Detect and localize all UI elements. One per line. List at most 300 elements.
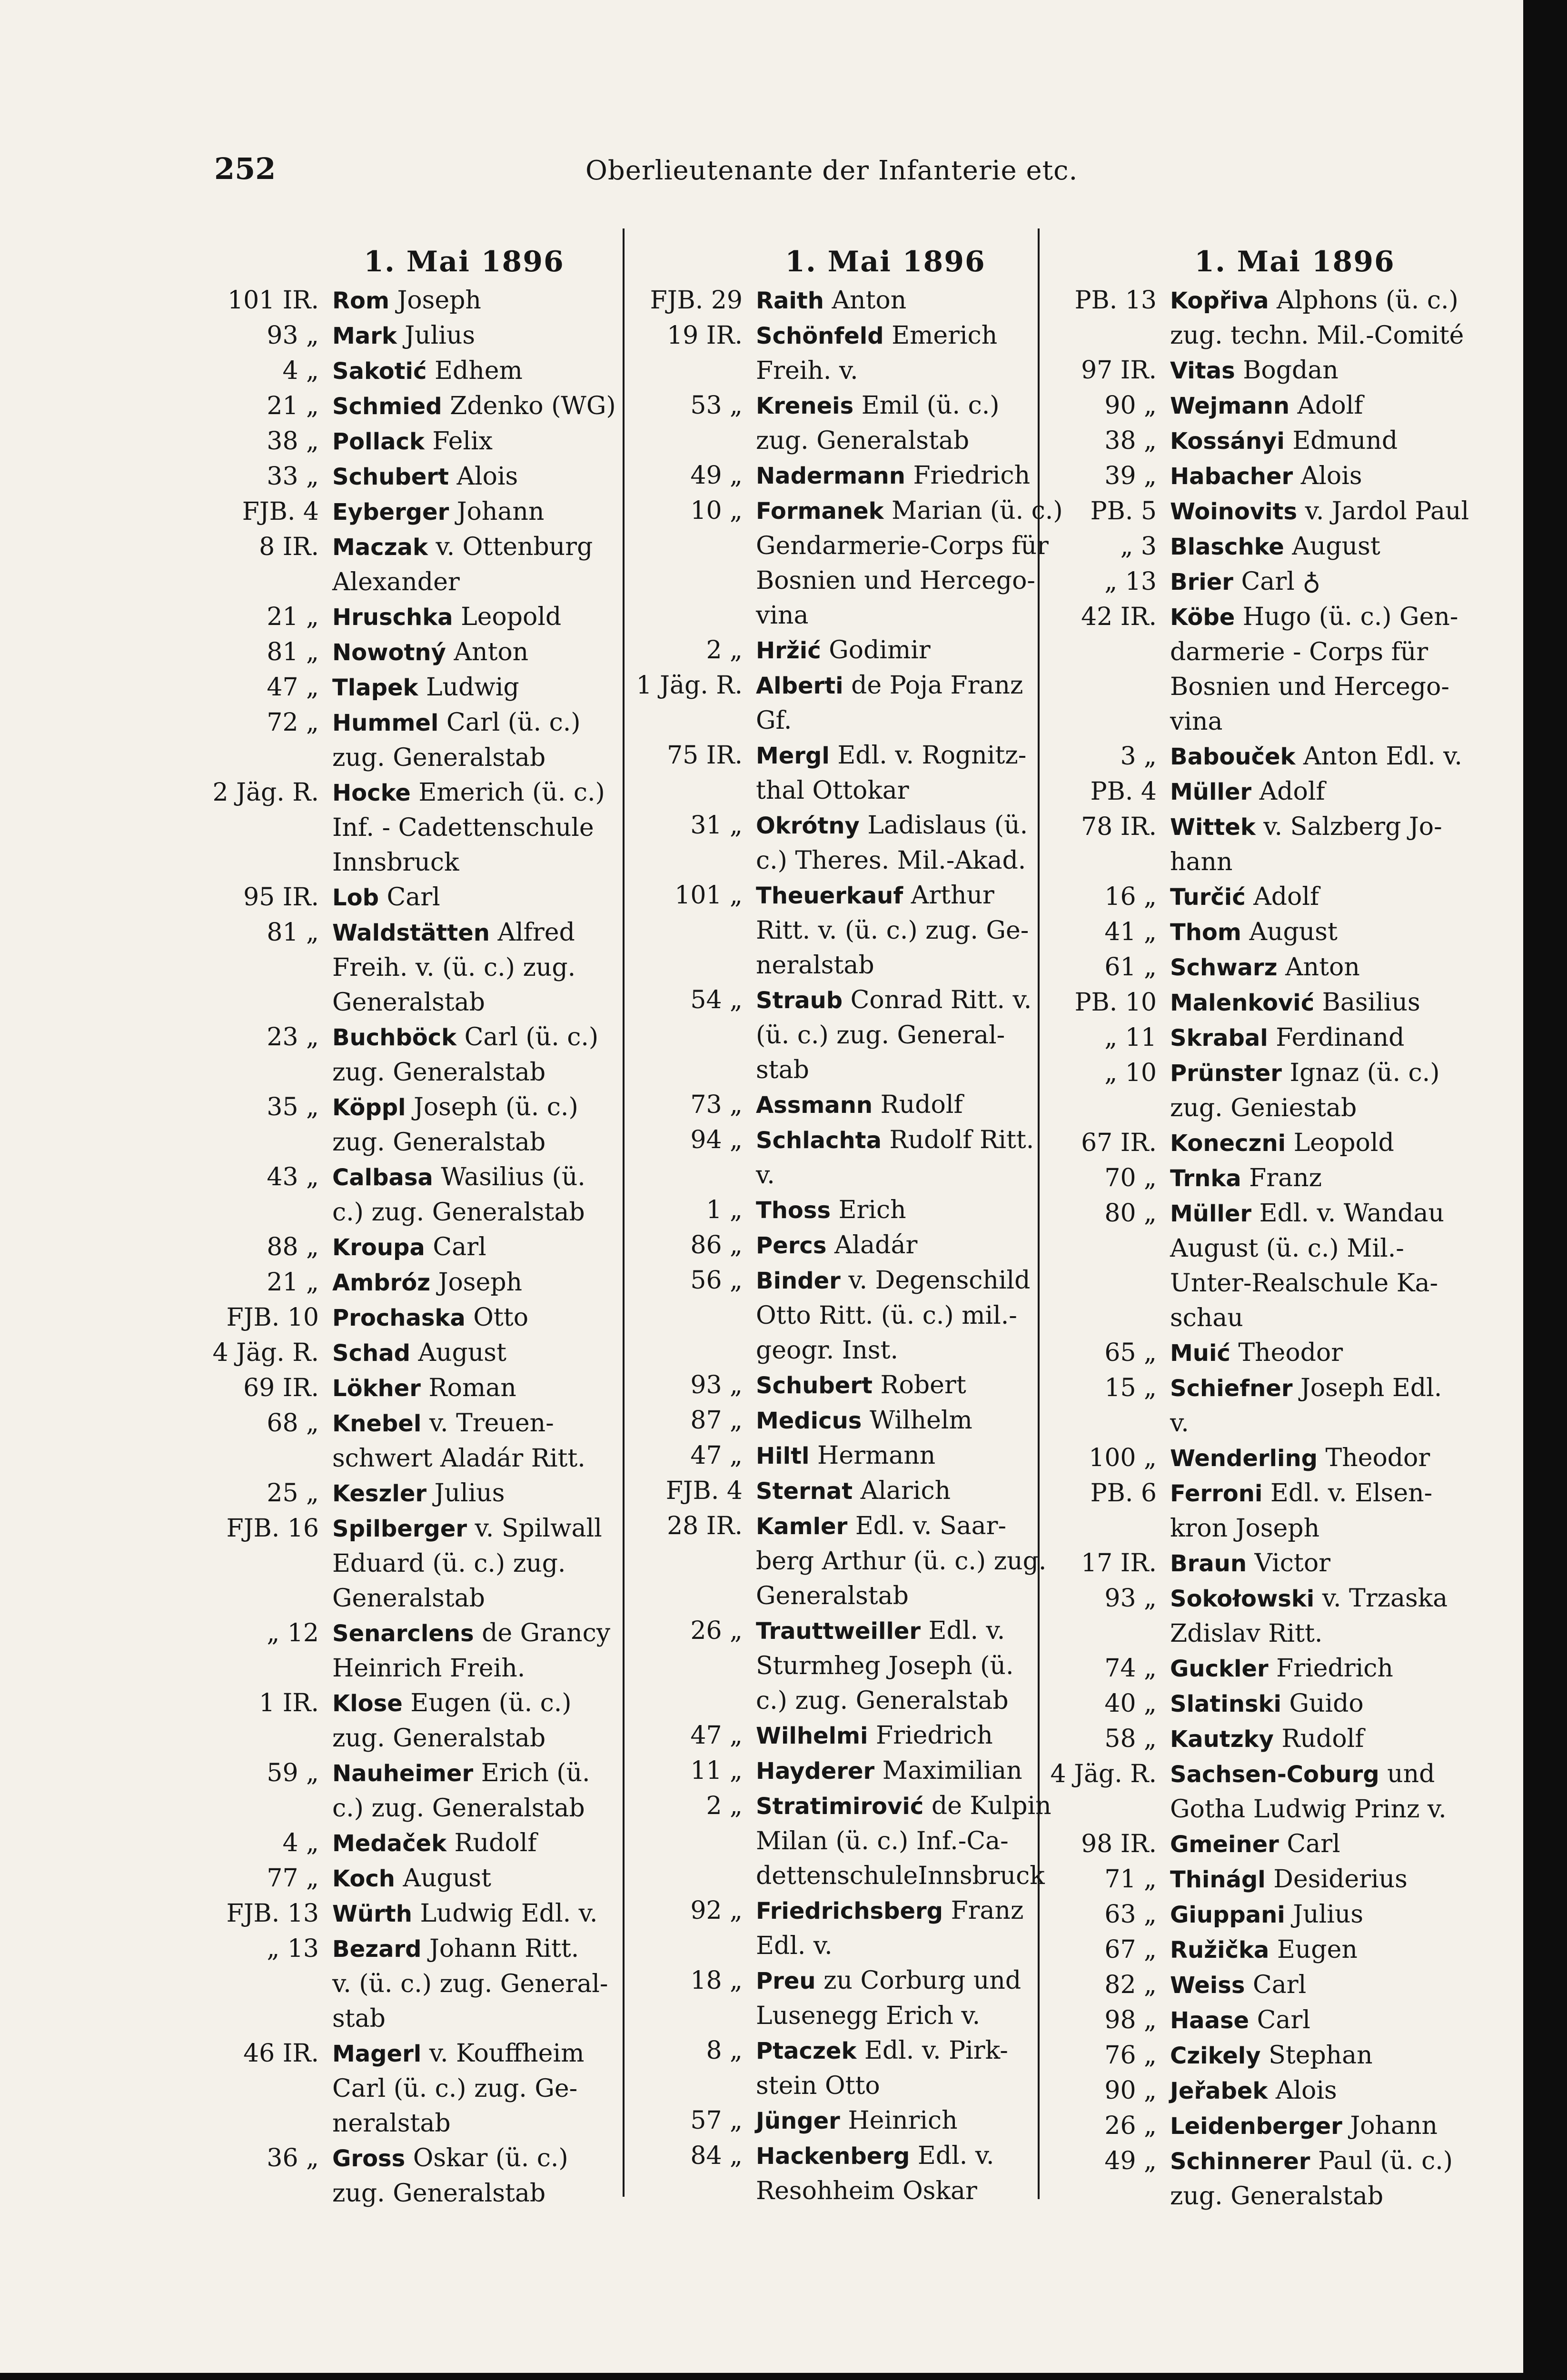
entry-line (1170, 950, 1442, 985)
officer-entry (332, 1090, 619, 1160)
entry-text: Roman (428, 1374, 516, 1402)
entry-text: Unter-Realschule Ka- (1170, 1269, 1438, 1298)
officer-surname: Waldstätten (332, 920, 490, 946)
list-item (1042, 880, 1442, 915)
entry-line (756, 1263, 1038, 1299)
unit-designation: PB. 4 (1090, 777, 1157, 806)
entry-line (1170, 880, 1442, 915)
entry-line (756, 1474, 1038, 1509)
entry-line (332, 880, 619, 915)
entry-text: Otto (473, 1303, 528, 1332)
officer-surname: Müller (1170, 1200, 1252, 1227)
officer-surname: Kautzky (1170, 1726, 1274, 1753)
list-item (628, 878, 1038, 983)
officer-entry (756, 2139, 1038, 2209)
entry-line (332, 1020, 619, 1055)
officer-entry (756, 1088, 1038, 1123)
entry-line (756, 1193, 1038, 1228)
officer-surname: Nadermann (756, 463, 905, 489)
entry-text: Carl (1287, 1830, 1340, 1858)
officer-entry (1170, 2003, 1442, 2038)
officer-entry (756, 388, 1038, 458)
officer-surname: Straub (756, 987, 843, 1014)
officer-surname: Thoss (756, 1197, 831, 1224)
entry-line (756, 1684, 1038, 1718)
officer-entry (1170, 1371, 1442, 1441)
entry-line (756, 354, 1038, 388)
entry-line (756, 843, 1038, 878)
entry-line (756, 1228, 1038, 1263)
entry-text: v. Salzberg Jo- (1263, 813, 1442, 841)
entry-line (1170, 1266, 1444, 1301)
entry-text: Victor (1254, 1549, 1330, 1577)
entry-line (332, 1896, 619, 1932)
list-item (1042, 388, 1442, 424)
entry-text: Ritt. v. (ü. c.) zug. Ge- (756, 916, 1029, 945)
officer-entry (332, 318, 619, 354)
column-2 (628, 240, 1063, 2209)
entry-line (332, 1686, 619, 1721)
officer-surname: Kopřiva (1170, 288, 1269, 314)
officer-entry (1170, 985, 1442, 1021)
officer-entry (1170, 2109, 1442, 2144)
officer-surname: Koneczni (1170, 1130, 1286, 1157)
list-item (205, 1300, 619, 1336)
officer-entry (1170, 1862, 1442, 1897)
entry-text: Anton (832, 286, 907, 315)
entry-text: Eduard (ü. c.) zug. (332, 1549, 566, 1578)
list-item (1042, 774, 1442, 810)
unit-designation: 17 IR. (1081, 1549, 1157, 1577)
list-item (1042, 1968, 1442, 2003)
entry-line (332, 2106, 619, 2141)
list-item (1042, 1722, 1442, 1757)
entry-line (756, 1964, 1038, 1999)
entry-text: zug. Generalstab (756, 426, 970, 455)
entry-line (1170, 1933, 1442, 1968)
unit-designation: 100 „ (1089, 1444, 1157, 1472)
unit-designation: 16 „ (1104, 883, 1157, 911)
officer-entry (332, 530, 619, 600)
unit-designation: FJB. 29 (650, 286, 743, 315)
entry-line (756, 458, 1038, 494)
entry-line (756, 1789, 1051, 1824)
entry-text: Carl (1257, 2006, 1310, 2034)
officer-surname: Wejmann (1170, 393, 1289, 419)
list-item (628, 1964, 1038, 2033)
list-item (205, 635, 619, 670)
officer-surname: Medicus (756, 1408, 862, 1434)
officer-surname: Weiss (1170, 1972, 1245, 1999)
unit-designation: 93 „ (690, 1371, 743, 1399)
entry-text: Freih. v. (756, 357, 858, 385)
officer-surname: Nauheimer (332, 1760, 474, 1787)
entry-text: Robert (880, 1371, 966, 1399)
list-item (205, 705, 619, 775)
officer-surname: Formanek (756, 498, 884, 525)
entry-line (1170, 1581, 1448, 1616)
list-item (1042, 739, 1462, 774)
list-item (205, 495, 619, 530)
entry-text: zug. Generalstab (332, 1724, 546, 1753)
entry-line (332, 1932, 619, 1967)
officer-entry (1170, 1897, 1442, 1933)
entry-line (332, 1616, 619, 1651)
unit-designation: 41 „ (1104, 918, 1157, 946)
officer-surname: Knebel (332, 1410, 422, 1437)
unit-designation: 47 „ (690, 1721, 743, 1750)
entry-line (332, 1476, 619, 1511)
officer-entry (1170, 774, 1442, 810)
unit-designation: 40 „ (1104, 1689, 1157, 1718)
entry-line (1170, 1827, 1442, 1862)
officer-surname: Muić (1170, 1340, 1230, 1367)
entry-text: Leopold (1293, 1129, 1394, 1157)
officer-entry (332, 495, 619, 530)
entry-text: (ü. c.) zug. General- (756, 1021, 1005, 1050)
entry-text: Basilius (1322, 988, 1420, 1017)
entry-text: Ferdinand (1276, 1023, 1405, 1052)
officer-surname: Habacher (1170, 463, 1293, 490)
officer-entry (756, 1894, 1038, 1964)
officer-surname: Buchböck (332, 1024, 457, 1051)
entry-text: Ladislaus (ü. (867, 811, 1028, 840)
officer-entry (332, 354, 619, 389)
unit-designation: 81 „ (267, 918, 319, 947)
entry-text: August (1292, 532, 1380, 561)
entry-line (332, 1721, 619, 1756)
officer-entry (332, 1300, 619, 1336)
entry-line (332, 424, 619, 459)
entry-line (332, 1861, 619, 1896)
column-heading: 1. Mai 1896 (364, 245, 565, 278)
list-item (205, 915, 619, 1020)
entry-line (1170, 739, 1462, 774)
officer-surname: Schönfeld (756, 323, 884, 349)
entry-line (756, 2103, 1038, 2139)
entry-line (1170, 600, 1458, 635)
entry-text: c.) zug. Generalstab (756, 1686, 1009, 1715)
entry-line (332, 1967, 619, 2002)
entry-line (1170, 635, 1458, 670)
officer-surname: Babouček (1170, 744, 1296, 770)
entry-line (756, 1649, 1038, 1684)
officer-entry (332, 1336, 619, 1371)
list-item (205, 775, 619, 880)
entry-line (756, 2139, 1038, 2174)
entry-line (756, 388, 1038, 424)
entry-text: und (1387, 1760, 1435, 1788)
entry-text: Joseph (438, 1268, 523, 1297)
column-heading: 1. Mai 1896 (1194, 245, 1395, 278)
unit-designation: 94 „ (690, 1126, 743, 1154)
officer-surname: Schubert (332, 464, 449, 490)
officer-surname: Ferroni (1170, 1480, 1263, 1507)
entry-line (1170, 1686, 1442, 1722)
entry-line (1170, 1476, 1442, 1511)
list-item (628, 983, 1038, 1088)
entry-text: Innsbruck (332, 848, 459, 877)
entry-text: schwert Aladár Ritt. (332, 1444, 585, 1473)
entry-line (1170, 1021, 1442, 1056)
unit-designation: 68 „ (267, 1409, 319, 1438)
entry-line (332, 915, 619, 951)
officer-surname: Thom (1170, 919, 1241, 946)
entry-line (1170, 1091, 1442, 1126)
entry-text: Joseph Edl. (1300, 1374, 1442, 1402)
officer-surname: Vitas (1170, 357, 1235, 384)
officer-surname: Preu (756, 1968, 816, 1994)
entry-line (756, 1368, 1038, 1403)
unit-designation: PB. 6 (1090, 1479, 1157, 1507)
list-item (205, 530, 619, 600)
entry-text: darmerie - Corps für (1170, 638, 1428, 666)
entry-text: Rudolf (1281, 1725, 1364, 1753)
officer-entry (756, 633, 1038, 668)
entry-line (332, 1300, 619, 1336)
entry-text: zug. Generalstab (332, 1128, 546, 1157)
entry-line (756, 1544, 1046, 1579)
entry-line (332, 1791, 619, 1826)
officer-entry (1170, 1196, 1444, 1336)
entry-line (332, 705, 619, 741)
entry-line (1170, 1862, 1442, 1897)
list-item (1042, 1161, 1442, 1196)
list-item (628, 1474, 1038, 1509)
officer-entry (332, 459, 619, 495)
entry-line (332, 1547, 619, 1581)
entry-line (756, 1333, 1038, 1368)
list-item (1042, 950, 1442, 985)
list-item (628, 1403, 1038, 1438)
entry-text: Carl (1252, 1971, 1307, 1999)
entry-text: hann (1170, 848, 1233, 876)
entry-line (756, 1754, 1038, 1789)
entry-line (1170, 529, 1442, 565)
entry-line (332, 1826, 619, 1861)
officer-entry (1170, 2038, 1442, 2073)
entry-line (1170, 283, 1464, 318)
unit-designation: 98 „ (1104, 2006, 1157, 2034)
unit-designation: 2 „ (706, 1792, 743, 1820)
list-item (628, 388, 1038, 458)
officer-entry (332, 424, 619, 459)
officer-entry (1170, 810, 1442, 880)
entry-text: v. (1170, 1409, 1189, 1438)
entry-line (332, 2141, 619, 2176)
entry-text: schau (1170, 1304, 1243, 1332)
list-item (1042, 1056, 1442, 1126)
entry-text: Eugen (ü. c.) (410, 1689, 572, 1717)
entry-text: Theodor (1238, 1339, 1343, 1367)
officer-entry (1170, 2073, 1442, 2109)
entry-text: neralstab (332, 2109, 451, 2138)
entry-text: Wasilius (ü. (441, 1163, 585, 1191)
unit-designation: 46 IR. (243, 2039, 319, 2068)
entry-text: Emerich (892, 321, 998, 350)
unit-designation: 58 „ (1104, 1725, 1157, 1753)
entry-text: Generalstab (332, 988, 485, 1017)
unit-designation: 101 IR. (227, 286, 319, 315)
unit-designation: 4 Jäg. R. (1050, 1760, 1157, 1788)
officer-entry (756, 458, 1038, 494)
entry-line (1170, 2179, 1453, 2214)
officer-entry (332, 2036, 619, 2141)
officer-entry (756, 1718, 1038, 1754)
officer-surname: Hržić (756, 637, 821, 664)
entry-line (1170, 670, 1458, 704)
entry-line (1170, 353, 1442, 388)
unit-designation: 88 „ (267, 1233, 319, 1261)
officer-entry (1170, 283, 1464, 353)
entry-text: Friedrich (1276, 1654, 1393, 1683)
entry-line (332, 495, 619, 530)
officer-entry (1170, 1161, 1442, 1196)
list-item (1042, 1196, 1445, 1336)
officer-entry (1170, 353, 1442, 388)
unit-designation: 47 „ (690, 1441, 743, 1470)
officer-surname: Turčić (1170, 884, 1246, 911)
officer-surname: Hummel (332, 710, 439, 736)
officer-entry (332, 1616, 619, 1686)
unit-designation: 87 „ (690, 1406, 743, 1435)
entry-text: Eugen (1277, 1935, 1358, 1964)
unit-designation: 49 „ (690, 461, 743, 490)
unit-designation: 23 „ (267, 1023, 319, 1051)
unit-designation: FJB. 10 (226, 1303, 319, 1332)
officer-surname: Woinovits (1170, 498, 1298, 525)
entry-text: Heinrich (848, 2106, 958, 2135)
unit-designation: FJB. 13 (226, 1899, 319, 1928)
entry-text: Adolf (1253, 883, 1319, 911)
unit-designation: 65 „ (1104, 1339, 1157, 1367)
list-item (1042, 353, 1442, 388)
entry-text: Joseph (397, 286, 481, 315)
entry-text: Milan (ü. c.) Inf.-Ca- (756, 1827, 1009, 1855)
officer-surname: Kroupa (332, 1234, 425, 1261)
officer-surname: Hiltl (756, 1443, 810, 1469)
entry-line (332, 1195, 619, 1230)
entry-text: Wilhelm (869, 1406, 972, 1435)
entry-line (332, 1090, 619, 1125)
officer-entry (756, 1263, 1038, 1368)
list-item (1042, 1021, 1442, 1056)
entry-text: Leopold (461, 603, 562, 631)
list-item (1042, 1371, 1442, 1441)
entry-line (1170, 1616, 1448, 1651)
officer-entry (332, 1896, 619, 1932)
entry-text: August (ü. c.) Mil.- (1170, 1234, 1404, 1263)
unit-designation: 81 „ (267, 638, 319, 666)
officer-entry (756, 808, 1038, 878)
entry-line (756, 1859, 1051, 1894)
officer-entry (1170, 915, 1442, 950)
list-item (1042, 1827, 1442, 1862)
entry-text: Alois (456, 462, 518, 491)
entry-text: zug. Generalstab (332, 1058, 546, 1087)
entry-text: Paul (ü. c.) (1318, 2147, 1453, 2175)
officer-surname: Giuppani (1170, 1902, 1285, 1928)
officer-entry (1170, 1441, 1442, 1476)
column-divider (623, 228, 625, 2197)
officer-entry (756, 1438, 1038, 1474)
entry-text: zug. techn. Mil.-Comité (1170, 321, 1464, 350)
entry-text: Gf. (756, 706, 792, 735)
entry-line (1170, 1968, 1442, 2003)
officer-surname: Würth (332, 1901, 412, 1927)
officer-surname: Pollack (332, 428, 425, 455)
list-item (1042, 2003, 1442, 2038)
entry-text: Ignaz (ü. c.) (1289, 1059, 1440, 1087)
entry-text: Edmund (1292, 426, 1398, 455)
entry-line (332, 1756, 619, 1791)
unit-designation: 38 „ (267, 427, 319, 456)
officer-entry (1170, 1546, 1442, 1581)
entry-line (332, 985, 619, 1020)
entry-line (332, 1406, 619, 1441)
entry-text: Heinrich Freih. (332, 1654, 526, 1683)
list-item (628, 1193, 1038, 1228)
entry-text: Carl (433, 1233, 486, 1261)
list-item (628, 458, 1038, 494)
list-item (205, 600, 619, 635)
entry-line (1170, 915, 1442, 950)
entry-line (756, 283, 1038, 318)
officer-entry (332, 635, 619, 670)
officer-surname: Leidenberger (1170, 2113, 1342, 2140)
entry-line (332, 1371, 619, 1406)
officer-entry (332, 880, 619, 915)
entry-line (1170, 1792, 1447, 1827)
unit-designation: PB. 10 (1074, 988, 1157, 1017)
list-item (1042, 1897, 1442, 1933)
officer-surname: Blaschke (1170, 534, 1284, 560)
officer-surname: Guckler (1170, 1656, 1269, 1682)
list-item (205, 1090, 619, 1160)
list-item (628, 1894, 1038, 1964)
entry-line (756, 738, 1038, 774)
officer-surname: Kreneis (756, 393, 854, 419)
unit-designation: 31 „ (690, 811, 743, 840)
officer-entry (756, 1964, 1038, 2033)
unit-designation: 21 „ (267, 392, 319, 420)
officer-entry (332, 2141, 619, 2211)
officer-entry (1170, 1336, 1442, 1371)
officer-entry (332, 1511, 619, 1616)
unit-designation: 1 IR. (259, 1689, 319, 1717)
officer-entry (756, 1509, 1046, 1614)
entry-line (332, 1230, 619, 1265)
officer-surname: Stratimirović (756, 1793, 924, 1820)
officer-entry (332, 1861, 619, 1896)
unit-designation: „ 13 (1104, 567, 1157, 596)
unit-designation: 86 „ (690, 1231, 743, 1259)
entry-text: v. Jardol Paul (1305, 497, 1469, 526)
unit-designation: 38 „ (1104, 426, 1157, 455)
entry-line (1170, 388, 1442, 424)
officer-entry (756, 878, 1038, 983)
entry-text: Julius (1293, 1900, 1364, 1929)
entry-text: de Kulpin (931, 1792, 1051, 1820)
unit-designation: 77 „ (267, 1864, 319, 1893)
entry-line (756, 1579, 1046, 1614)
list-item (205, 1686, 619, 1756)
officer-surname: Schwarz (1170, 954, 1278, 981)
entry-text: Johann Ritt. (429, 1934, 579, 1963)
officer-surname: Percs (756, 1232, 827, 1259)
officer-surname: Sternat (756, 1478, 853, 1505)
officer-surname: Mergl (756, 743, 830, 769)
